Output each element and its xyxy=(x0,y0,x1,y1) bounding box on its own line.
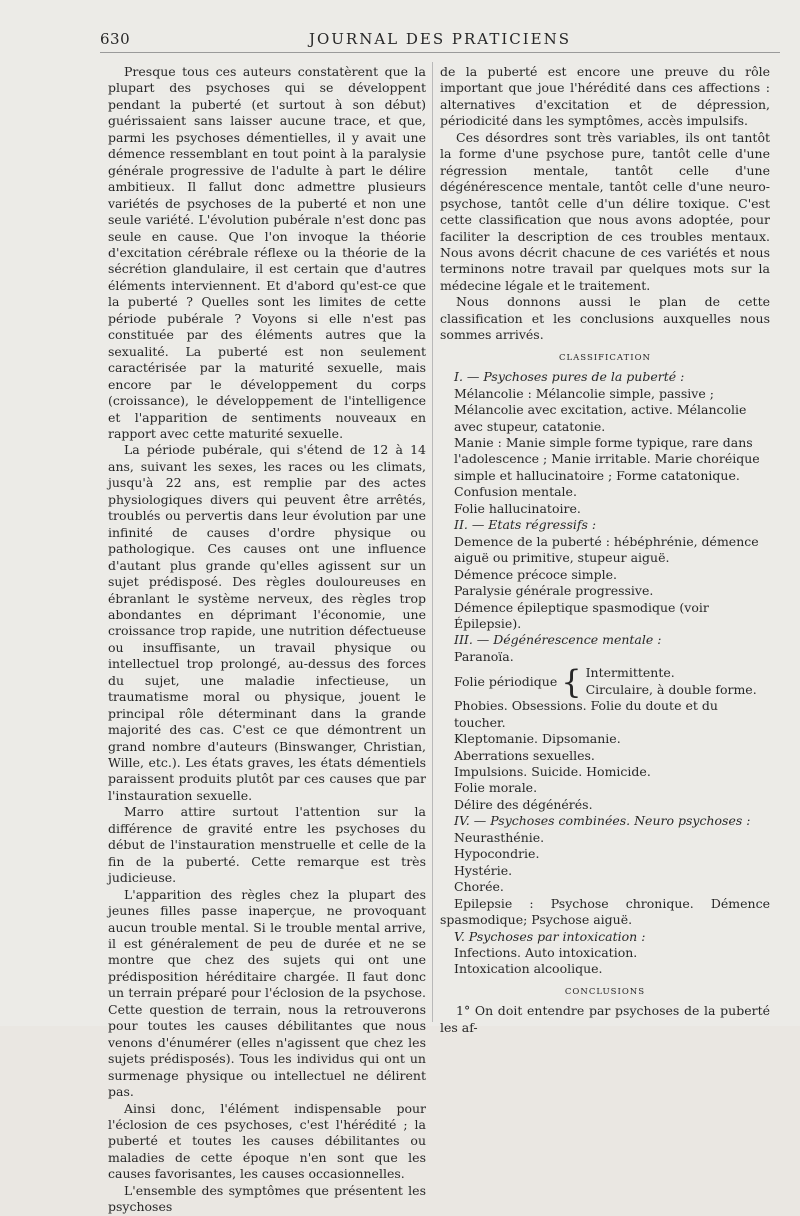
right-column xyxy=(440,64,770,1036)
group-title: IV. — Psychoses combinées. Neuro psychoses : xyxy=(454,813,751,829)
group-title: I. — Psychoses pures de la puberté : xyxy=(454,369,685,385)
group-title: III. — Dégénérescence mentale : xyxy=(454,632,662,648)
list-item: Intermittente. xyxy=(585,665,675,681)
left-column xyxy=(108,64,426,1216)
list-item: Paranoïa. xyxy=(454,648,514,664)
brace-label: Folie périodique xyxy=(454,673,558,689)
list-item: Hystérie. xyxy=(454,862,513,878)
list-item: Epilepsie : Psychose chronique. Démence spasmodique; Psychose aiguë. xyxy=(440,895,770,928)
paragraph: Ces désordres sont très variables, ils ont tantôt la forme d'une psychose pure, tantôt celle d'une régression mentale, tantôt celle d'une dégénérescence mentale, tantôt celle d'une neuro-psychose, tantôt celle d'un délire toxique. C'est cette classification que nous avons adoptée, pour faciliter la description de ces troubles mentaux. Nous avons décrit chacune de ces variétés et nous terminons notre travail par quelques mots sur la médecine légale et le traitement. xyxy=(440,129,770,293)
list-item: Manie : Manie simple forme typique, rare dans l'adolescence ; Manie irritable. Marie choréique simple et hallucinatoire ; Forme catatonique. xyxy=(454,434,760,483)
conclusions-heading: CONCLUSIONS xyxy=(564,986,646,997)
list-item: Intoxication alcoolique. xyxy=(454,961,603,977)
paragraph: Nous donnons aussi le plan de cette classification et les conclusions auxquelles nous sommes arrivés. xyxy=(440,294,770,343)
list-item: Hypocondrie. xyxy=(454,846,540,862)
paragraph: Marro attire surtout l'attention sur la différence de gravité entre les psychoses du début de l'instauration menstruelle et celle de la fin de la puberté. Cette remarque est très judicieuse. xyxy=(108,804,426,886)
list-item: Circulaire, à double forme. xyxy=(585,681,757,697)
list-item: Mélancolie : Mélancolie simple, passive ; Mélancolie avec excitation, active. Mélancolie avec stupeur, catatonie. xyxy=(454,385,747,434)
brace-icon: { xyxy=(561,662,582,701)
list-item: Infections. Auto intoxication. xyxy=(454,945,638,961)
list-item: Folie hallucinatoire. xyxy=(454,500,581,516)
list-item: Confusion mentale. xyxy=(454,484,577,500)
list-item: Impulsions. Suicide. Homicide. xyxy=(454,764,651,780)
group-title: II. — Etats régressifs : xyxy=(454,517,597,533)
list-item: Chorée. xyxy=(454,879,504,895)
paragraph: L'apparition des règles chez la plupart des jeunes filles passe inaperçue, ne provoquant aucun trouble mental. Si le trouble mental arrive, il est généralement de peu de durée et ne se montre que chez des sujets qui ont une prédisposition héréditaire chargée. Il faut donc un terrain préparé pour l'éclosion de la psychose. Cette question de terrain, nous la retrouverons pour toutes les causes débilitantes que nous venons d'énumérer (elles n'agissent que chez les sujets prédisposés). Tous les individus qui ont un surmenage physique ou intellectuel ne délirent pas. xyxy=(108,886,426,1100)
paragraph: La période pubérale, qui s'étend de 12 à 14 ans, suivant les sexes, les races ou les climats, jusqu'à 22 ans, est remplie par des actes physiologiques divers qui peuvent être arrêtés, troublés ou pervertis dans leur évolution par une infinité de causes d'ordre physique ou pathologique. Ces causes ont une influence d'autant plus grande qu'elles agissent sur un sujet prédisposé. Des règles douloureuses en ébranlant le système nerveux, des règles trop abondantes en déprimant l'économie, une croissance trop rapide, une nutrition défectueuse ou insuffisante, un travail physique ou intellectuel trop prolongé, au-dessus des forces du sujet, une maladie infectieuse, un traumatisme moral ou physique, jouent le principal rôle déterminant dans la grande majorité des cas. C'est ce que démontrent un grand nombre d'auteurs (Binswanger, Christian, Wille, etc.). Les états graves, les états démentiels paraissent produits plutôt par ces causes que par l'instauration sexuelle. xyxy=(108,442,426,803)
list-item: Délire des dégénérés. xyxy=(454,796,593,812)
list-item: Folie morale. xyxy=(454,780,538,796)
group-title: V. Psychoses par intoxication : xyxy=(454,928,646,944)
page-header xyxy=(100,30,780,53)
column-divider xyxy=(432,62,433,1022)
page-number: 630 xyxy=(100,30,131,48)
list-item: Paralysie générale progressive. xyxy=(454,583,654,599)
paragraph: Presque tous ces auteurs constatèrent que la plupart des psychoses qui se développent pendant la puberté (et surtout à son début) guérissaient sans laisser aucune trace, et que, parmi les psychoses démentielles, il y avait une démence ressemblant en tout point à la paralysie générale progressive de l'adulte à part le délire ambitieux. Il fallut donc admettre plusieurs variétés de psychoses de la puberté et non une seule variété. L'évolution pubérale n'est donc pas seule en cause. Que l'on invoque la théorie d'excitation cérébrale réflexe ou la théorie de la sécrétion glandulaire, il est certain que d'autres éléments interviennent. Et d'abord qu'est-ce que la puberté ? Quelles sont les limites de cette période pubérale ? Voyons si elle n'est pas constituée par des éléments autres que la sexualité. La puberté est non seulement caractérisée par la maturité sexuelle, mais encore par le développement du corps (croissance), le développement de l'intelligence et l'apparition de sentiments nouveaux en rapport avec cette maturité sexuelle. xyxy=(108,64,426,441)
list-item: Démence précoce simple. xyxy=(454,566,618,582)
list-item: Aberrations sexuelles. xyxy=(454,747,595,763)
brace-items xyxy=(586,665,757,698)
paragraph: L'ensemble des symptômes que présentent les psychoses xyxy=(108,1182,426,1215)
journal-title: JOURNAL DES PRATICIENS xyxy=(308,30,572,48)
paragraph: 1° On doit entendre par psychoses de la puberté les af- xyxy=(440,1003,770,1035)
list-item: Phobies. Obsessions. Folie du doute et du toucher. xyxy=(454,698,718,730)
list-item: Démence épileptique spasmodique (voir Épilepsie). xyxy=(454,599,709,631)
classification-heading: CLASSIFICATION xyxy=(558,352,651,363)
brace-group xyxy=(440,662,770,701)
paragraph: de la puberté est encore une preuve du rôle important que joue l'hérédité dans ces affections : alternatives d'excitation et de dépression, périodicité dans les symptômes, accès impulsifs. xyxy=(440,64,770,129)
list-item: Neurasthénie. xyxy=(454,829,545,845)
paragraph: Ainsi donc, l'élément indispensable pour l'éclosion de ces psychoses, c'est l'hérédité ; la puberté et toutes les causes débilitantes ou maladies de cette époque n'en sont que les causes favorisantes, les causes occasionnelles. xyxy=(108,1100,426,1182)
list-item: Kleptomanie. Dipsomanie. xyxy=(454,731,621,747)
list-item: Demence de la puberté : hébéphrénie, démence aiguë ou primitive, stupeur aiguë. xyxy=(454,533,759,566)
